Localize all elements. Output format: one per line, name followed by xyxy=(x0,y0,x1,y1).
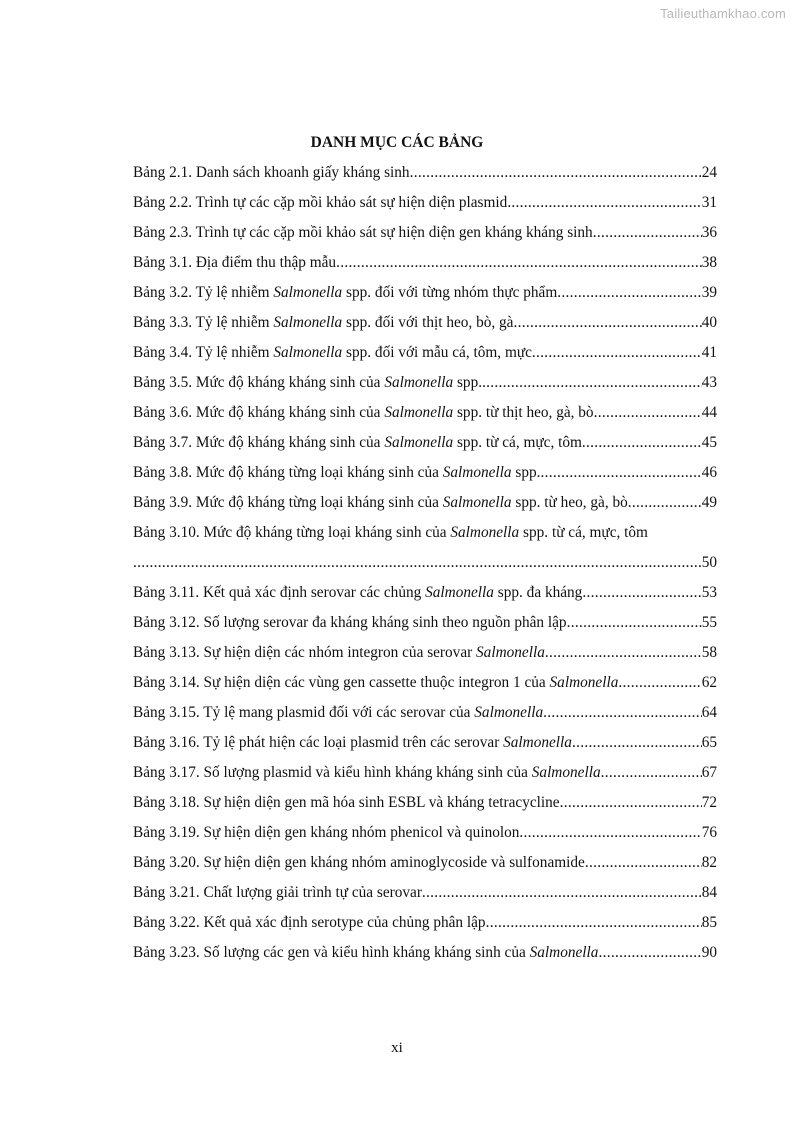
dot-leader xyxy=(593,218,702,248)
dot-leader xyxy=(594,398,702,428)
toc-entry-label: Bảng 3.13. Sự hiện diện các nhóm integron của serovar Salmonella xyxy=(133,644,545,661)
toc-entry[interactable] xyxy=(133,878,717,908)
toc-entry-page: 53 xyxy=(701,584,717,601)
toc-entry[interactable] xyxy=(133,158,717,188)
toc-entry-label: Bảng 2.3. Trình tự các cặp mồi khảo sát sự hiện diện gen kháng kháng sinh xyxy=(133,224,593,241)
toc-entry-label: Bảng 3.16. Tỷ lệ phát hiện các loại plasmid trên các serovar Salmonella xyxy=(133,734,572,751)
dot-leader xyxy=(486,908,702,938)
toc-entry-label: Bảng 3.4. Tỷ lệ nhiễm Salmonella spp. đối với mẫu cá, tôm, mực xyxy=(133,344,532,361)
toc-entry-page: 55 xyxy=(701,614,717,631)
toc-entry-page: 45 xyxy=(701,434,717,451)
toc-entry-page: 64 xyxy=(701,704,717,721)
toc-entry-page: 85 xyxy=(701,914,717,931)
dot-leader xyxy=(628,488,702,518)
page-number: xi xyxy=(391,1040,403,1056)
toc-entry-label: Bảng 3.19. Sự hiện diện gen kháng nhóm phenicol và quinolon xyxy=(133,824,520,841)
toc-entry[interactable] xyxy=(133,338,717,368)
toc-entry-label: Bảng 3.5. Mức độ kháng kháng sinh của Salmonella spp. xyxy=(133,374,483,391)
toc-entry-page: 43 xyxy=(701,374,717,391)
dot-leader xyxy=(519,818,701,848)
toc-entry-page: 46 xyxy=(701,464,717,481)
toc-entry-page: 76 xyxy=(701,824,717,841)
toc-entry[interactable] xyxy=(133,638,717,668)
toc-entry-label: Bảng 3.22. Kết quả xác định serotype của chủng phân lập xyxy=(133,914,486,931)
toc-entry[interactable] xyxy=(133,788,717,818)
toc-entry[interactable] xyxy=(133,668,717,698)
toc-entry[interactable] xyxy=(133,248,717,278)
toc-entry-page: 24 xyxy=(701,164,717,181)
toc-entry-label: Bảng 3.2. Tỷ lệ nhiễm Salmonella spp. đối với từng nhóm thực phẩm xyxy=(133,284,558,301)
toc-entry[interactable] xyxy=(133,938,717,968)
toc-entry-page: 62 xyxy=(701,674,717,691)
toc-entry-page: 31 xyxy=(701,194,717,211)
toc-entry-label: Bảng 3.9. Mức độ kháng từng loại kháng sinh của Salmonella spp. từ heo, gà, bò xyxy=(133,494,628,511)
toc-entry[interactable] xyxy=(133,218,717,248)
toc-entry-page: 39 xyxy=(701,284,717,301)
toc-entry-label: Bảng 3.3. Tỷ lệ nhiễm Salmonella spp. đối với thịt heo, bò, gà xyxy=(133,314,514,331)
dot-leader xyxy=(598,938,701,968)
toc-entry-label: Bảng 3.11. Kết quả xác định serovar các chủng Salmonella spp. đa kháng xyxy=(133,584,583,601)
toc-entry-page: 84 xyxy=(701,884,717,901)
toc-entry-label: Bảng 2.1. Danh sách khoanh giấy kháng sinh xyxy=(133,164,410,181)
toc-entry[interactable] xyxy=(133,488,717,518)
toc-entry-page: 72 xyxy=(701,794,717,811)
toc-entry-label: Bảng 3.23. Số lượng các gen và kiểu hình kháng kháng sinh của Salmonella xyxy=(133,944,599,961)
toc-entry-page: 41 xyxy=(701,344,717,361)
toc-entry-page: 50 xyxy=(701,554,717,571)
toc-entry-label: Bảng 3.6. Mức độ kháng kháng sinh của Salmonella spp. từ thịt heo, gà, bò xyxy=(133,404,594,421)
dot-leader xyxy=(540,458,701,488)
toc-entry-label: Bảng 3.10. Mức độ kháng từng loại kháng sinh của Salmonella spp. từ cá, mực, tôm xyxy=(133,524,648,541)
toc-entry-label: Bảng 3.18. Sự hiện diện gen mã hóa sinh ESBL và kháng tetracycline xyxy=(133,794,560,811)
toc-entry[interactable] xyxy=(133,728,717,758)
dot-leader xyxy=(582,428,702,458)
toc-entry[interactable] xyxy=(133,578,717,608)
toc-entry-page: 58 xyxy=(701,644,717,661)
dot-leader xyxy=(482,368,702,398)
dot-leader xyxy=(567,608,702,638)
dot-leader xyxy=(507,188,701,218)
toc-entry[interactable] xyxy=(133,758,717,788)
toc-entry[interactable] xyxy=(133,698,717,728)
toc-entry-label: Bảng 3.20. Sự hiện diện gen kháng nhóm aminoglycoside và sulfonamide xyxy=(133,854,585,871)
dot-leader xyxy=(543,698,702,728)
dot-leader xyxy=(601,758,702,788)
toc-entry-label: Bảng 3.7. Mức độ kháng kháng sinh của Salmonella spp. từ cá, mực, tôm xyxy=(133,434,582,451)
toc-entry-page: 40 xyxy=(701,314,717,331)
toc-entry-label: Bảng 3.14. Sự hiện diện các vùng gen cassette thuộc integron 1 của Salmonella xyxy=(133,674,619,691)
dot-leader xyxy=(422,878,702,908)
dot-leader xyxy=(572,728,702,758)
toc-entry-page: 82 xyxy=(701,854,717,871)
toc-entry-page: 36 xyxy=(701,224,717,241)
dot-leader xyxy=(618,668,701,698)
toc-entry-page: 90 xyxy=(701,944,717,961)
watermark: Tailieuthamkhao.com xyxy=(660,6,786,21)
toc-entry-page: 65 xyxy=(701,734,717,751)
toc-entry-page: 44 xyxy=(701,404,717,421)
toc-entry[interactable] xyxy=(133,278,717,308)
dot-leader xyxy=(410,158,702,188)
dot-leader xyxy=(532,338,702,368)
dot-leader xyxy=(560,788,702,818)
toc-entry-page: 49 xyxy=(701,494,717,511)
toc-entry-label: Bảng 3.12. Số lượng serovar đa kháng kháng sinh theo nguồn phân lập xyxy=(133,614,567,631)
toc-entry-page: 38 xyxy=(701,254,717,271)
toc-entry[interactable] xyxy=(133,308,717,338)
dot-leader xyxy=(545,638,702,668)
toc-entry-label: Bảng 2.2. Trình tự các cặp mồi khảo sát sự hiện diện plasmid xyxy=(133,194,508,211)
toc-entry-page: 67 xyxy=(701,764,717,781)
dot-leader xyxy=(585,848,702,878)
toc-entry-label: Bảng 3.15. Tỷ lệ mang plasmid đối với các serovar của Salmonella xyxy=(133,704,544,721)
toc-entry-label: Bảng 3.21. Chất lượng giải trình tự của serovar xyxy=(133,884,422,901)
dot-leader xyxy=(513,308,701,338)
dot-leader xyxy=(582,578,701,608)
toc-entry[interactable] xyxy=(133,908,717,938)
toc-entry-label: Bảng 3.1. Địa điểm thu thập mẫu xyxy=(133,254,337,271)
dot-leader xyxy=(557,278,701,308)
toc-entry[interactable] xyxy=(133,818,717,848)
dot-leader xyxy=(133,548,702,578)
dot-leader xyxy=(336,248,702,278)
toc-entry[interactable] xyxy=(133,848,717,878)
toc-entry[interactable] xyxy=(133,368,717,398)
toc-entry-continuation[interactable] xyxy=(133,548,717,578)
page-title: DANH MỤC CÁC BẢNG xyxy=(310,134,484,151)
toc-entry-label: Bảng 3.8. Mức độ kháng từng loại kháng sinh của Salmonella spp. xyxy=(133,464,541,481)
toc-entry[interactable] xyxy=(133,608,717,638)
toc-entry-label: Bảng 3.17. Số lượng plasmid và kiểu hình kháng kháng sinh của Salmonella xyxy=(133,764,601,781)
table-list xyxy=(133,158,717,968)
toc-entry[interactable] xyxy=(133,398,717,428)
toc-entry[interactable] xyxy=(133,428,717,458)
toc-entry[interactable] xyxy=(133,518,717,548)
toc-entry[interactable] xyxy=(133,188,717,218)
toc-entry[interactable] xyxy=(133,458,717,488)
